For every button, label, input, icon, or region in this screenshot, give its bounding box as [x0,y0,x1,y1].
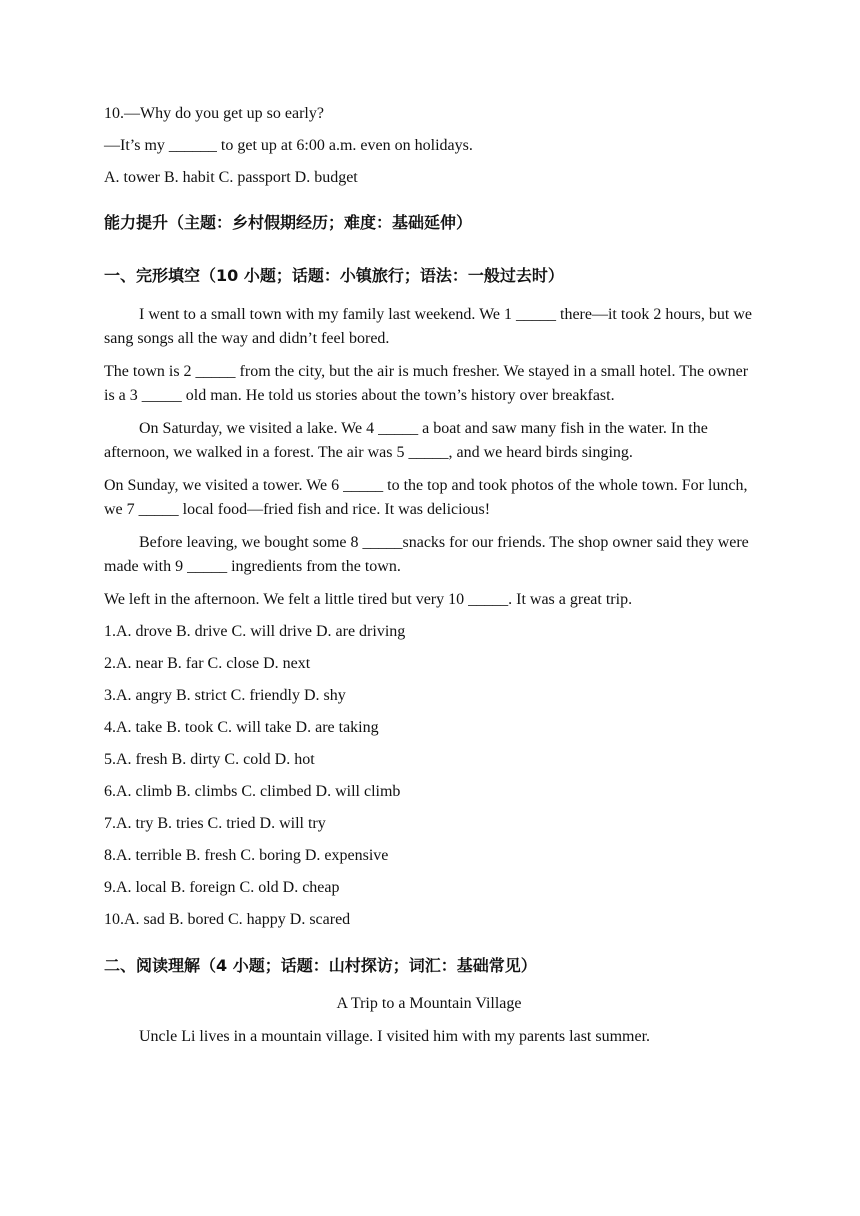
reading-first-line: Uncle Li lives in a mountain village. I visited him with my parents last summer. [139,1028,651,1045]
q10-options: A. tower B. habit C. passport D. budget [104,169,358,186]
cloze-option-10: 10.A. sad B. bored C. happy D. scared [104,911,351,928]
cloze-paragraph-1: I went to a small town with my family last weekend. We 1 _____ there—it took 2 hours, but we sang songs all the way and didn’t feel bored. [104,306,752,347]
cloze-paragraph-5: Before leaving, we bought some 8 _____snacks for our friends. The shop owner said they were made with 9 _____ ingredients from the town. [104,534,749,575]
cloze-heading: 一、完形填空（10 小题；话题：小镇旅行；语法：一般过去时） [104,266,564,285]
reading-title: A Trip to a Mountain Village [336,995,522,1012]
cloze-paragraph-6: We left in the afternoon. We felt a little tired but very 10 _____. It was a great trip. [104,591,633,608]
page-content [104,102,754,1049]
cloze-option-9: 9.A. local B. foreign C. old D. cheap [104,879,340,896]
cloze-option-4: 4.A. take B. took C. will take D. are taking [104,719,379,736]
cloze-option-6: 6.A. climb B. climbs C. climbed D. will climb [104,783,401,800]
cloze-option-3: 3.A. angry B. strict C. friendly D. shy [104,687,346,704]
q10-answer-line: —It’s my ______ to get up at 6:00 a.m. even on holidays. [104,137,473,154]
cloze-option-1: 1.A. drove B. drive C. will drive D. are driving [104,623,406,640]
cloze-paragraph-2: The town is 2 _____ from the city, but the air is much fresher. We stayed in a small hotel. The owner is a 3 _____ old man. He told us stories about the town’s history over breakfast. [104,363,749,404]
cloze-option-8: 8.A. terrible B. fresh C. boring D. expensive [104,847,389,864]
q10-question: 10.—Why do you get up so early? [104,105,324,122]
cloze-paragraph-3: On Saturday, we visited a lake. We 4 _____ a boat and saw many fish in the water. In the afternoon, we walked in a forest. The air was 5 _____, and we heard birds singing. [104,420,708,461]
cloze-option-7: 7.A. try B. tries C. tried D. will try [104,815,326,832]
cloze-paragraph-4: On Sunday, we visited a tower. We 6 _____ to the top and took photos of the whole town. For lunch, we 7 _____ local food—fried fish and rice. It was delicious! [104,477,748,518]
section-title: 能力提升（主题：乡村假期经历；难度：基础延伸） [104,213,473,232]
cloze-option-2: 2.A. near B. far C. close D. next [104,655,311,672]
cloze-option-5: 5.A. fresh B. dirty C. cold D. hot [104,751,315,768]
reading-heading: 二、阅读理解（4 小题；话题：山村探访；词汇：基础常见） [104,956,537,975]
